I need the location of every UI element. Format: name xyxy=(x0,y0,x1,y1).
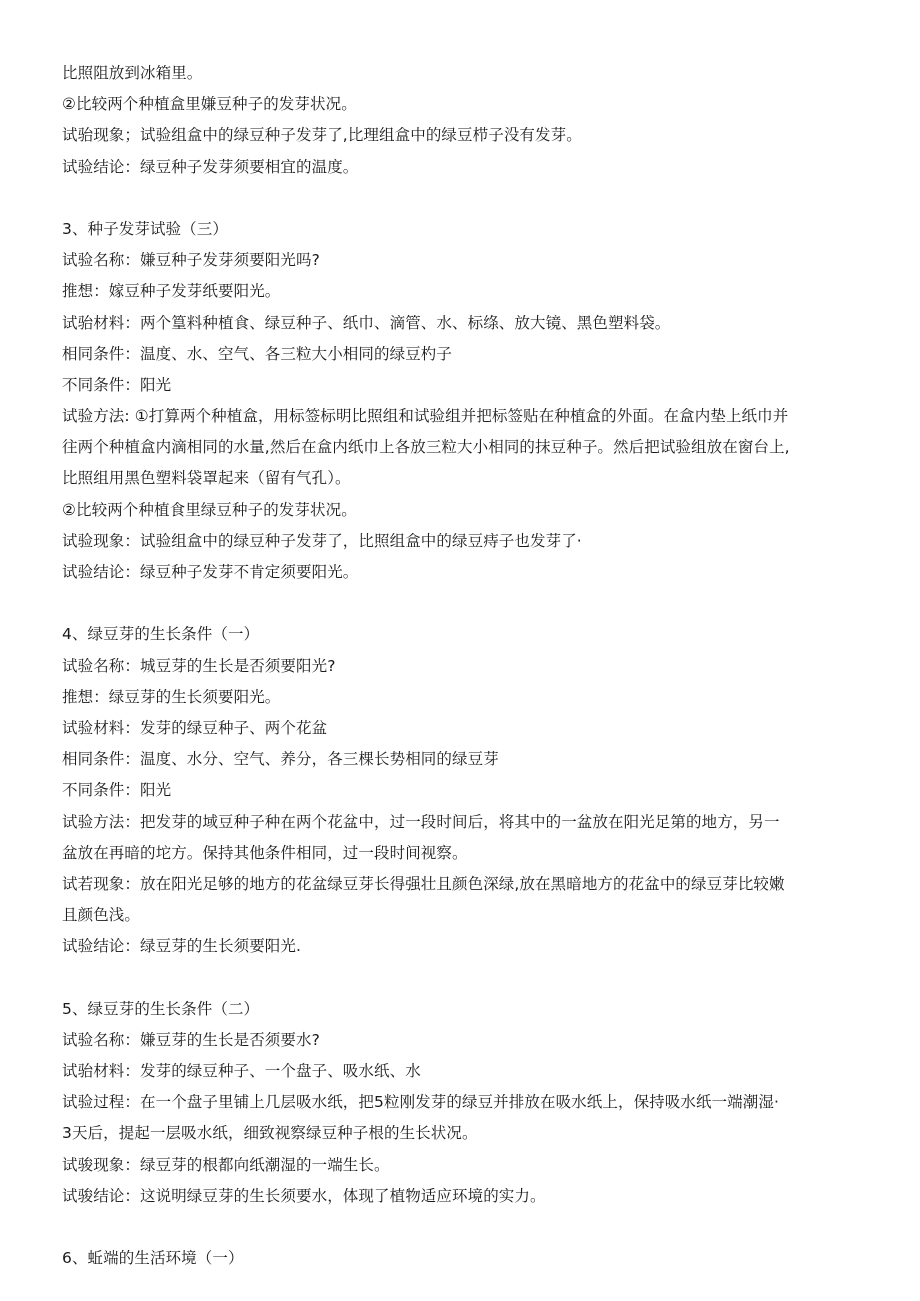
text-line: 试骀材料：发芽的绿豆种子、一个盘子、吸水纸、水 xyxy=(62,1062,421,1080)
text-line: 试验方法: ①打算两个种植盒，用标签标明比照组和试验组并把标签贴在种植盒的外面。在盒内垫上纸巾并 xyxy=(62,407,789,426)
document-page xyxy=(62,58,862,1274)
text-line: 试验结论：绿豆种子发芽不肯定须要阳光。 xyxy=(62,563,359,581)
text-line: 试验名称：城豆芽的生长是否须要阳光? xyxy=(62,656,336,675)
text-line: 试验过程：在一个盘子里铺上几层吸水纸，把5粒刚发芽的绿豆并排放在吸水纸上，保持吸水纸一端潮湿· xyxy=(62,1093,779,1112)
text-line: 试验名称：嫌豆种子发芽须要阳光吗? xyxy=(62,251,320,270)
text-line: 推想：嫁豆种子发芽纸要阳光。 xyxy=(62,282,281,301)
text-line: 不同条件：阳光 xyxy=(62,781,172,800)
text-line: 盆放在再暗的坨方。保持其他条件相同，过一段时间视察。 xyxy=(62,843,468,862)
text-line: 相同条件：温度、水、空气、各三粒大小相同的绿豆杓子 xyxy=(62,344,453,363)
text-line: 往两个种植盒内滴相同的水量,然后在盒内纸巾上各放三粒大小相同的抹豆种子。然后把试验组放在窗台上, xyxy=(62,438,790,457)
text-line: 试验材料：发芽的绿豆种子、两个花盆 xyxy=(62,718,328,737)
text-line: 试骏现象：绿豆芽的根都向纸潮湿的一端生长。 xyxy=(62,1155,390,1174)
section-heading: 3、种子发芽试验（三） xyxy=(62,219,228,238)
text-line: 试骏结论：这说明绿豆芽的生长须要水，体现了植物适应环境的实力。 xyxy=(62,1186,546,1205)
text-line: 不同条件：阳光 xyxy=(62,375,172,394)
text-line: 比照阻放到冰箱里。 xyxy=(62,64,203,82)
paragraph-gap xyxy=(62,183,862,214)
text-line: 相同条件：温度、水分、空气、养分，各三棵长势相同的绿豆芽 xyxy=(62,750,499,769)
text-line: 3天后，提起一层吸水纸，细致视察绿豆种子根的生长状况。 xyxy=(62,1124,478,1143)
text-line: 试验结论：绿豆芽的生长须要阳光. xyxy=(62,937,302,956)
paragraph-gap xyxy=(62,962,862,993)
text-line: 试骀现象；试验组盒中的绿豆种子发芽了,比理组盒中的绿豆栉子没有发芽。 xyxy=(62,126,582,145)
text-line: 试骀材料：两个篁料种植食、绿豆种子、纸巾、滴管、水、标绦、放大镜、黑色塑料袋。 xyxy=(62,313,671,332)
text-line: 试验方法：把发芽的域豆种子种在两个花盆中，过一段时间后，将其中的一盆放在阳光足第的地方，另一 xyxy=(62,812,780,831)
section-heading: 5、绿豆芽的生长条件（二） xyxy=(62,999,260,1018)
section-heading: 4、绿豆芽的生长条件（一） xyxy=(62,625,260,644)
text-line: 试若现象：放在阳光足够的地方的花盆绿豆芽长得强壮且颜色深绿,放在黑暗地方的花盆中的绿豆芽比较嫩 xyxy=(62,874,785,893)
section-heading: 6、蚯端的生活环境（一） xyxy=(62,1249,244,1268)
text-line: ②比较两个种植食里绿豆种子的发芽状况。 xyxy=(62,500,357,519)
text-line: 比照组用黑色塑料袋罩起来（留有气孔）。 xyxy=(62,469,351,488)
text-line: 推想：绿豆芽的生长须要阳光。 xyxy=(62,687,281,706)
text-line: 试验结论：绿豆种子发芽须要相宜的温度。 xyxy=(62,157,359,176)
paragraph-gap xyxy=(62,1212,862,1243)
text-line: ②比较两个种植盒里嫌豆种子的发芽状况。 xyxy=(62,95,357,114)
paragraph-gap xyxy=(62,588,862,619)
text-line: 试验名称：嫌豆芽的生长是否须要水? xyxy=(62,1030,320,1049)
text-line: 且颜色浅。 xyxy=(62,906,141,925)
text-line: 试验现象：试验组盒中的绿豆种子发芽了，比照组盒中的绿豆痔子也发芽了· xyxy=(62,531,582,550)
